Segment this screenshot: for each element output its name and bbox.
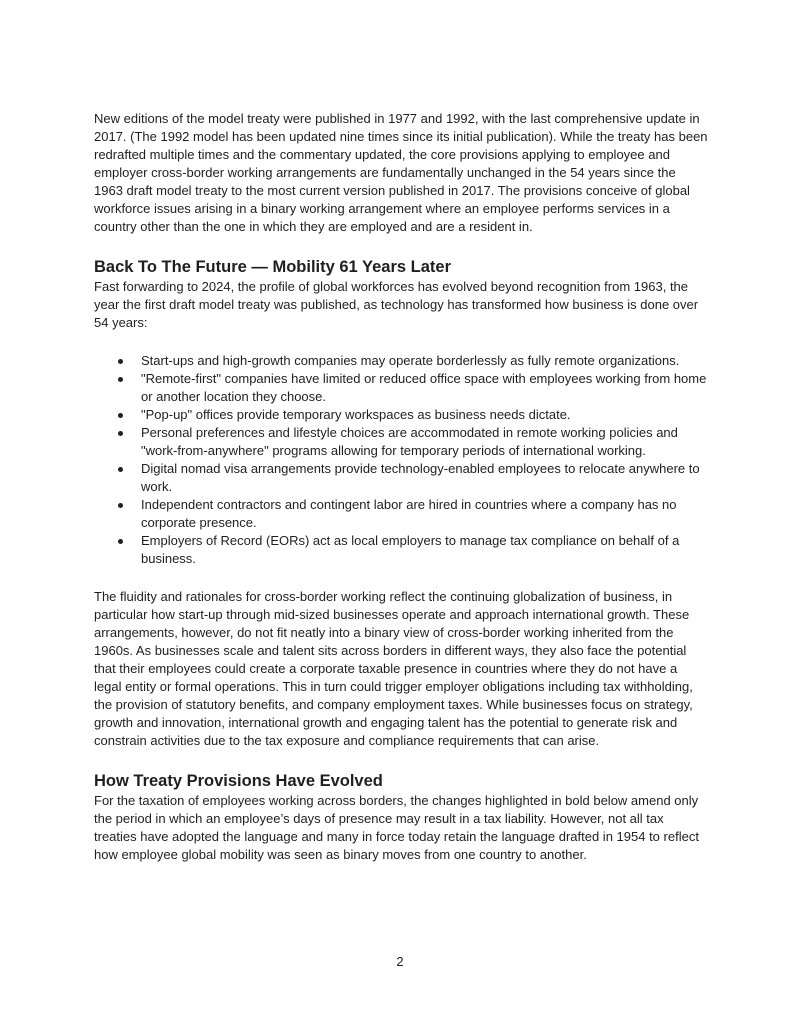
list-item: "Remote-first" companies have limited or reduced office space with employees working from home or another location they choose. bbox=[94, 370, 708, 406]
list-item: Start-ups and high-growth companies may operate borderlessly as fully remote organizations. bbox=[94, 352, 708, 370]
list-item: Employers of Record (EORs) act as local employers to manage tax compliance on behalf of a business. bbox=[94, 532, 708, 568]
paragraph-taxation-changes: For the taxation of employees working across borders, the changes highlighted in bold below amend only the period in which an employee’s days of presence may result in a tax liability. However, not all tax treaties have adopted the language and many in force today retain the language drafted in 1954 to reflect how employee global mobility was seen as binary moves from one country to another. bbox=[94, 793, 699, 862]
paragraph-model-treaty-editions: New editions of the model treaty were published in 1977 and 1992, with the last comprehensive update in 2017. (The 1992 model has been updated nine times since its initial publication). While the treaty has been redrafted multiple times and the commentary updated, the core provisions applying to employee and employer cross-border working arrangements are fundamentally unchanged in the 54 years since the 1963 draft model treaty to the most current version published in 2017. The provisions conceive of global workforce issues arising in a binary working arrangement where an employee performs services in a country other than the one in which they are employed and are a resident in. bbox=[94, 111, 708, 234]
list-item: Personal preferences and lifestyle choices are accommodated in remote working policies and "work-from-anywhere" programs allowing for temporary periods of international working. bbox=[94, 424, 708, 460]
paragraph-cross-border-fluidity: The fluidity and rationales for cross-border working reflect the continuing globalization of business, in particular how start-up through mid-sized businesses operate and approach international growth. These arrangements, however, do not fit neatly into a binary view of cross-border working inherited from the 1960s. As businesses scale and talent sits across borders in different ways, they also face the potential that their employees could create a corporate taxable presence in countries where they do not have a legal entity or formal operations. This in turn could trigger employer obligations including tax withholding, the provision of statutory benefits, and company employment taxes. While businesses focus on strategy, growth and innovation, international growth and engaging talent has the potential to generate risk and constrain activities due to the tax exposure and compliance requirements that can arise. bbox=[94, 589, 693, 748]
list-item: Digital nomad visa arrangements provide technology-enabled employees to relocate anywhere to work. bbox=[94, 460, 708, 496]
paragraph-fast-forward: Fast forwarding to 2024, the profile of global workforces has evolved beyond recognition from 1963, the year the first draft model treaty was published, as technology has transformed how business is done over 54 years: bbox=[94, 279, 699, 330]
heading-treaty-provisions: How Treaty Provisions Have Evolved bbox=[94, 772, 383, 790]
page-number: 2 bbox=[396, 954, 404, 969]
document-body bbox=[94, 110, 708, 864]
heading-back-to-the-future: Back To The Future — Mobility 61 Years Later bbox=[94, 258, 451, 276]
list-item: "Pop-up" offices provide temporary workspaces as business needs dictate. bbox=[94, 406, 708, 424]
list-item: Independent contractors and contingent labor are hired in countries where a company has no corporate presence. bbox=[94, 496, 708, 532]
bullet-list-workforce-profiles bbox=[94, 352, 708, 568]
